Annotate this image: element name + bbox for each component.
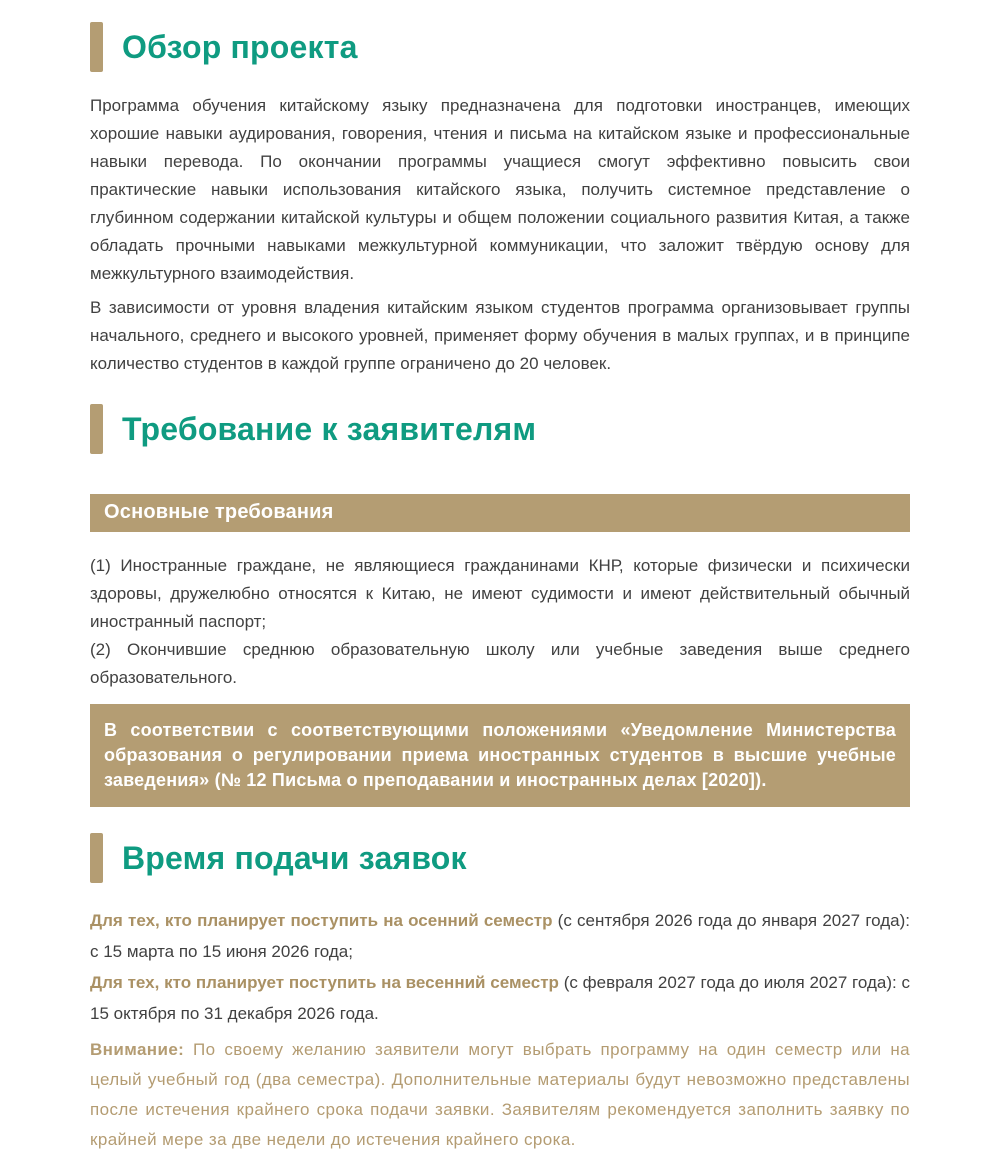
section-application-time	[90, 833, 910, 1155]
spring-semester-line	[90, 967, 910, 1029]
spring-semester-dates: (с февраля 2027 года до июля 2027 года): с 15 октября по 31 декабря 2026 года.	[90, 973, 910, 1023]
requirements-heading: Требование к заявителям	[122, 410, 537, 447]
heading-accent-bar	[90, 22, 103, 72]
overview-paragraph-1: Программа обучения китайскому языку предназначена для подготовки иностранцев, имеющих хорошие навыки аудирования, говорения, чтения и письма на китайском языке и профессиональные навыки перевода. По окончании программы учащиеся смогут эффективно повысить свои практические навыки использования китайского языка, получить системное представление о глубинном содержании китайской культуры и общем положении социального развития Китая, а также обладать прочными навыками межкультурной коммуникации, что заложит твёрдую основу для межкультурного взаимодействия.	[90, 96, 910, 283]
attention-text: По своему желанию заявители могут выбрать программу на один семестр или на целый учебный год (два семестра). Дополнительные материалы будут невозможно представлены после истечения крайнего срока подачи заявки. Заявителям рекомендуется заполнить заявку по крайней мере за две недели до истечения крайнего срока.	[90, 1040, 910, 1149]
spring-semester-label: Для тех, кто планирует поступить на весенний семестр	[90, 973, 559, 992]
attention-note	[90, 1035, 910, 1155]
requirements-heading-row	[90, 404, 910, 454]
application-time-heading: Время подачи заявок	[122, 839, 467, 876]
requirement-item-1: (1) Иностранные граждане, не являющиеся гражданинами КНР, которые физически и психически здоровы, дружелюбно относятся к Китаю, не имеют судимости и имеют действительный обычный иностранный паспорт;	[90, 556, 910, 631]
document-page	[90, 22, 910, 1155]
section-overview	[90, 22, 910, 378]
application-time-heading-row	[90, 833, 910, 883]
overview-heading: Обзор проекта	[122, 28, 358, 65]
attention-label: Внимание:	[90, 1040, 185, 1059]
requirement-item-2: (2) Окончившие среднюю образовательную школу или учебные заведения выше среднего образовательного.	[90, 640, 910, 687]
regulation-note-box: В соответствии с соответствующими положениями «Уведомление Министерства образования о регулировании приема иностранных студентов в высшие учебные заведения» (№ 12 Письма о преподавании и иностранных делах [2020]).	[90, 704, 910, 807]
autumn-semester-dates: (с сентября 2026 года до января 2027 года): с 15 марта по 15 июня 2026 года;	[90, 911, 910, 961]
overview-paragraph-2: В зависимости от уровня владения китайским языком студентов программа организовывает группы начального, среднего и высокого уровней, применяет форму обучения в малых группах, и в принципе количество студентов в каждой группе ограничено до 20 человек.	[90, 298, 910, 373]
heading-accent-bar	[90, 833, 103, 883]
overview-heading-row	[90, 22, 910, 72]
autumn-semester-label: Для тех, кто планирует поступить на осенний семестр	[90, 911, 553, 930]
section-requirements	[90, 404, 910, 807]
basic-requirements-banner: Основные требования	[90, 494, 910, 532]
heading-accent-bar	[90, 404, 103, 454]
autumn-semester-line	[90, 905, 910, 967]
